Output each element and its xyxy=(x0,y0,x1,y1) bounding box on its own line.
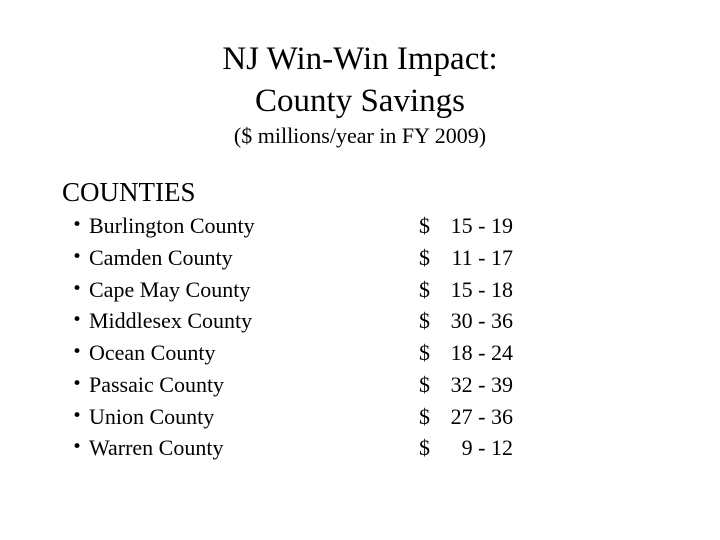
currency-symbol: $ xyxy=(419,435,430,461)
section-heading: COUNTIES xyxy=(62,177,196,207)
bullet-icon: • xyxy=(72,215,83,235)
bullet-icon: • xyxy=(72,437,83,458)
county-row xyxy=(0,210,720,242)
currency-symbol: $ xyxy=(419,403,430,429)
county-name: Camden County xyxy=(89,244,233,270)
currency-symbol: $ xyxy=(419,308,430,334)
bullet-icon: • xyxy=(72,405,83,426)
county-row xyxy=(0,305,720,337)
currency-symbol: $ xyxy=(419,340,430,365)
savings-range: 15 - 18 xyxy=(450,276,513,302)
county-name: Union County xyxy=(89,403,215,429)
county-name: Passaic County xyxy=(89,371,225,397)
savings-range: 11 - 17 xyxy=(451,244,513,270)
title-line-1: NJ Win-Win Impact: xyxy=(222,41,498,77)
currency-symbol: $ xyxy=(419,276,430,302)
county-row xyxy=(0,432,720,464)
county-row xyxy=(0,337,720,369)
county-name: Warren County xyxy=(89,435,224,461)
county-row xyxy=(0,401,720,433)
county-row xyxy=(0,274,720,306)
slide-subtitle: ($ millions/year in FY 2009) xyxy=(233,123,487,148)
savings-range: 15 - 19 xyxy=(450,213,513,238)
bullet-icon: • xyxy=(72,310,83,331)
county-name: Burlington County xyxy=(89,213,255,238)
slide-title xyxy=(0,38,720,122)
bullet-icon: • xyxy=(72,373,83,394)
county-name: Middlesex County xyxy=(89,308,253,334)
savings-range: 30 - 36 xyxy=(450,308,513,334)
county-list xyxy=(0,210,720,464)
currency-symbol: $ xyxy=(419,244,430,270)
savings-range: 27 - 36 xyxy=(450,403,513,429)
bullet-icon: • xyxy=(72,278,83,299)
currency-symbol: $ xyxy=(419,213,430,238)
county-name: Ocean County xyxy=(89,340,216,365)
savings-range: 32 - 39 xyxy=(450,371,513,397)
currency-symbol: $ xyxy=(419,371,430,397)
savings-range: 18 - 24 xyxy=(450,340,513,365)
savings-range: 9 - 12 xyxy=(461,435,513,461)
bullet-icon: • xyxy=(72,342,83,362)
county-row xyxy=(0,369,720,401)
county-row xyxy=(0,242,720,274)
county-name: Cape May County xyxy=(89,276,251,302)
bullet-icon: • xyxy=(72,246,83,267)
title-line-2: County Savings xyxy=(255,83,465,119)
